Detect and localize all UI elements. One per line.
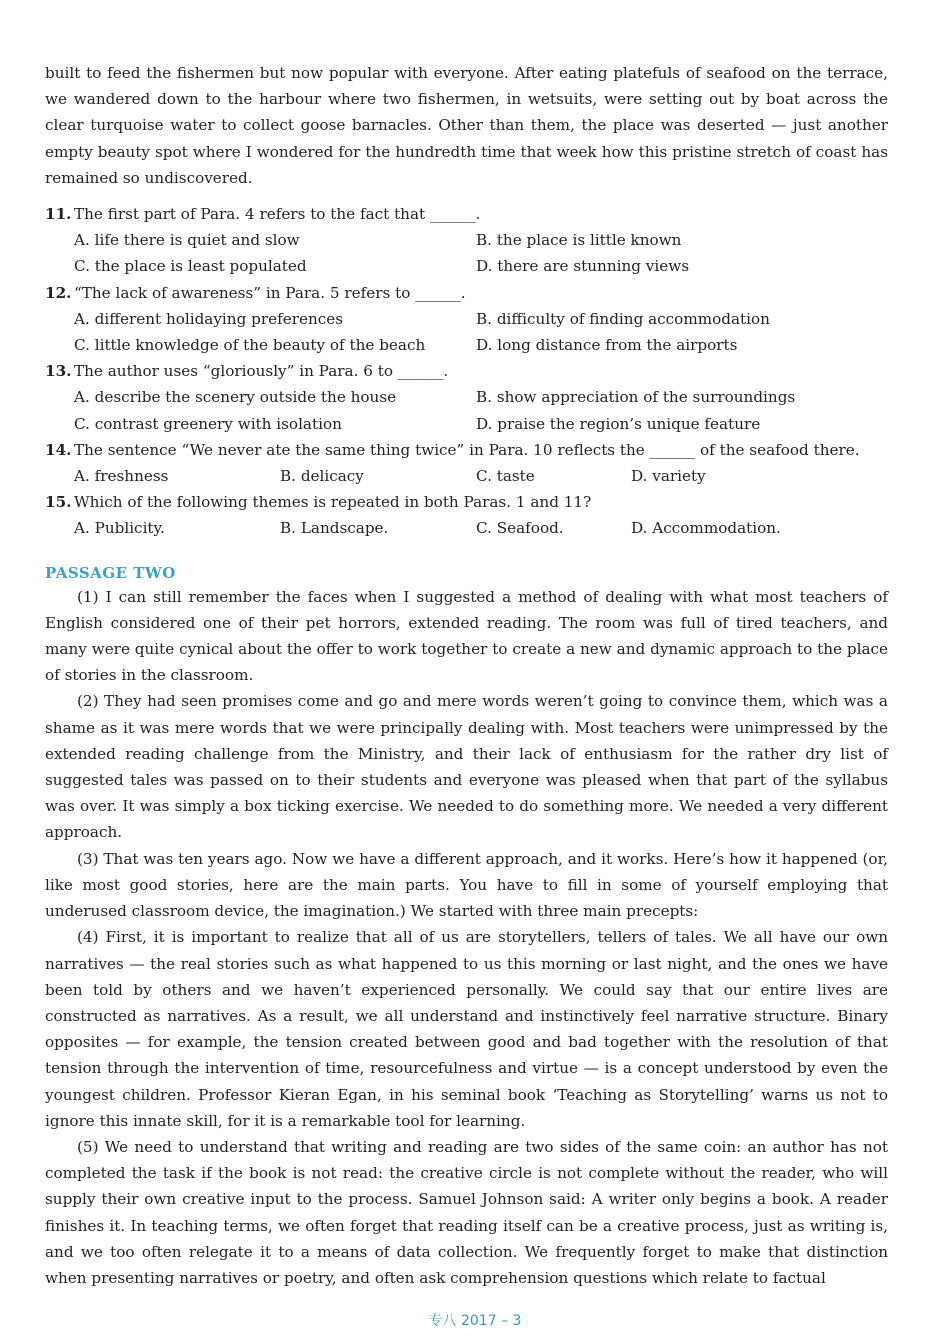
option-d[interactable]: D. long distance from the airports (476, 336, 738, 355)
question-12 (45, 280, 888, 359)
question-list (45, 201, 888, 542)
option-d[interactable]: D. variety (631, 467, 706, 486)
intro-paragraph: built to feed the fishermen but now popular with everyone. After eating platefuls of seafood on the terrace, we wandered down to the harbour where two fishermen, in wetsuits, were setting out by boat across the clear turquoise water to collect goose barnacles. Other than them, the place was deserted — just another empty beauty spot where I wondered for the hundredth time that week how this pristine stretch of coast has remained so undiscovered. (45, 64, 888, 187)
question-number: 15. (45, 493, 72, 512)
option-b[interactable]: B. Landscape. (280, 519, 389, 538)
question-14 (45, 437, 888, 489)
option-c[interactable]: C. Seafood. (476, 519, 564, 538)
option-a[interactable]: A. different holidaying preferences (74, 309, 344, 328)
passage-paragraph: (1) I can still remember the faces when I suggested a method of dealing with what most teachers of English considered one of their pet horrors, extended reading. The room was full of tired teachers, and many were quite cynical about the offer to work together to create a new and dynamic approach to the place of stories in the classroom. (45, 587, 888, 685)
option-d[interactable]: D. praise the region’s unique feature (476, 414, 761, 433)
option-d[interactable]: D. there are stunning views (476, 257, 690, 276)
option-c[interactable]: C. the place is least populated (74, 257, 307, 276)
option-a[interactable]: A. freshness (74, 467, 169, 486)
question-stem: “The lack of awareness” in Para. 5 refers to ______. (74, 283, 466, 302)
question-stem: The first part of Para. 4 refers to the fact that ______. (74, 205, 481, 224)
option-b[interactable]: B. the place is little known (476, 231, 682, 250)
question-13 (45, 358, 888, 437)
question-number: 13. (45, 362, 72, 381)
question-number: 11. (45, 205, 72, 224)
passage-paragraph: (2) They had seen promises come and go and mere words weren’t going to convince them, which was a shame as it was mere words that we were principally dealing with. Most teachers were unimpressed by the extended reading challenge from the Ministry, and their lack of enthusiasm for the rather dry list of suggested tales was passed on to their students and everyone was pleased when that part of the syllabus was over. It was simply a box ticking exercise. We needed to do something more. We needed a very different approach. (45, 692, 888, 842)
question-15 (45, 489, 888, 541)
section-title: PASSAGE TWO (45, 563, 176, 582)
option-b[interactable]: B. show appreciation of the surroundings (476, 388, 796, 407)
option-a[interactable]: A. describe the scenery outside the house (74, 388, 397, 407)
option-a[interactable]: A. life there is quiet and slow (74, 231, 300, 250)
page-footer: 专八 2017 – 3 (428, 1313, 522, 1329)
question-number: 14. (45, 440, 72, 459)
passage-paragraph: (5) We need to understand that writing and reading are two sides of the same coin: an author has not completed the task if the book is not read: the creative circle is not complete without the reader, who will supply their own creative input to the process. Samuel Johnson said: A writer only begins a book. A reader finishes it. In teaching terms, we often forget that reading itself can be a creative process, just as writing is, and we too often relegate it to a means of data collection. We frequently forget to make that distinction when presenting narratives or poetry, and often ask comprehension questions which relate to factual (45, 1137, 888, 1287)
option-b[interactable]: B. difficulty of finding accommodation (476, 309, 770, 328)
question-11 (45, 201, 888, 280)
option-c[interactable]: C. contrast greenery with isolation (74, 414, 342, 433)
passage-paragraph: (3) That was ten years ago. Now we have a different approach, and it works. Here’s how it happened (or, like most good stories, here are the main parts. You have to fill in some of yourself employing that underused classroom device, the imagination.) We started with three main precepts: (45, 849, 888, 921)
question-number: 12. (45, 283, 72, 302)
question-stem: Which of the following themes is repeated in both Paras. 1 and 11? (74, 493, 592, 512)
option-a[interactable]: A. Publicity. (74, 519, 165, 538)
passage-two-body (45, 584, 888, 1291)
exam-page (45, 60, 888, 1291)
option-b[interactable]: B. delicacy (280, 467, 364, 486)
passage-paragraph: (4) First, it is important to realize that all of us are storytellers, tellers of tales. We all have our own narratives — the real stories such as what happened to us this morning or last night, and the ones we have been told by others and we haven’t experienced personally. We could say that our entire lives are constructed as narratives. As a result, we all understand and instinctively feel narrative structure. Binary opposites — for example, the tension created between good and bad together with the resolution of that tension through the intervention of time, resourcefulness and virtue — is a concept understood by even the youngest children. Professor Kieran Egan, in his seminal book ‘Teaching as Storytelling’ warns us not to ignore this innate skill, for it is a remarkable tool for learning. (45, 928, 888, 1130)
question-stem: The sentence “We never ate the same thing twice” in Para. 10 reflects the ______ of the seafood there. (74, 440, 860, 459)
option-d[interactable]: D. Accommodation. (631, 519, 781, 538)
option-c[interactable]: C. taste (476, 467, 535, 486)
option-c[interactable]: C. little knowledge of the beauty of the beach (74, 336, 426, 355)
question-stem: The author uses “gloriously” in Para. 6 to ______. (74, 362, 449, 381)
